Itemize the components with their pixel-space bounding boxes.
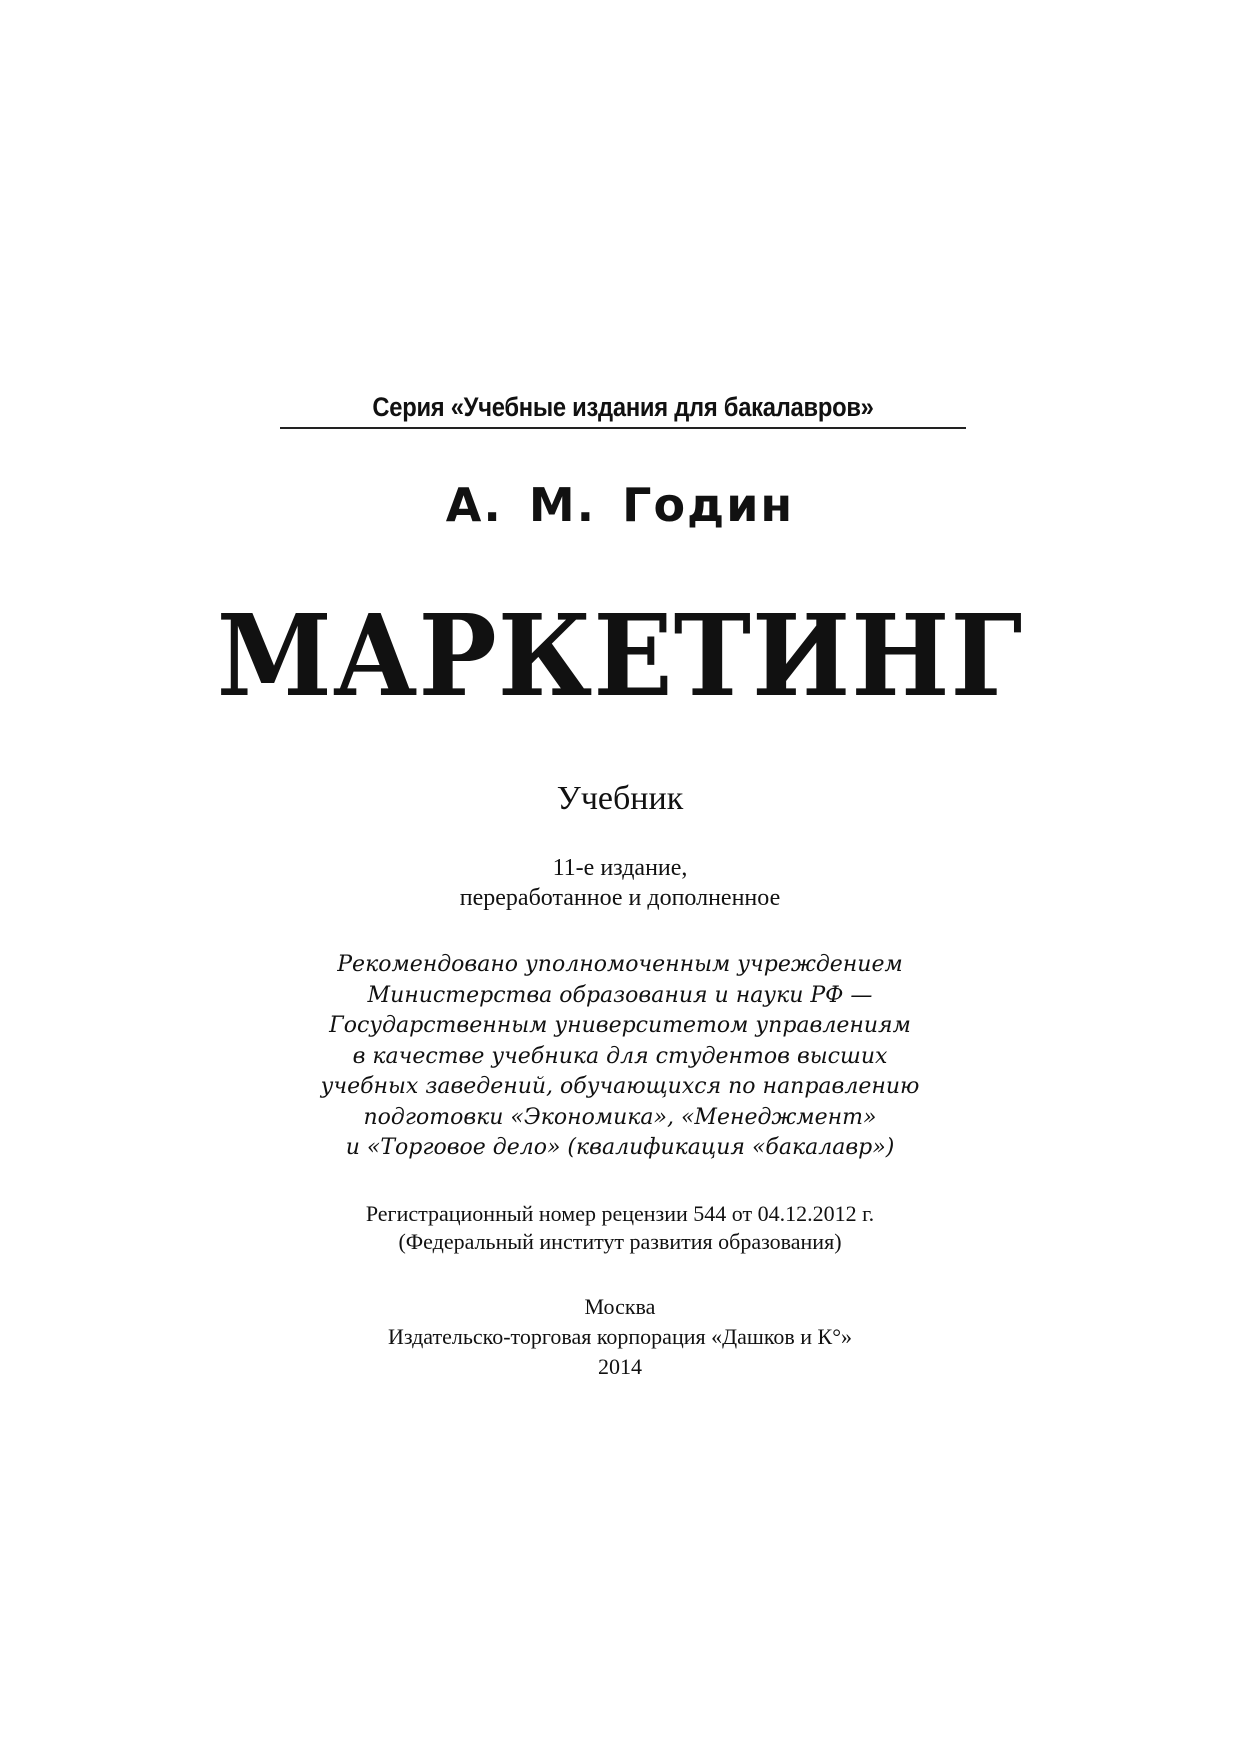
approval-line: Государственным университетом управлениям	[329, 1013, 911, 1038]
approval-statement	[0, 950, 1240, 1164]
edition-line: переработанное и дополненное	[459, 885, 781, 911]
edition-line: 11-е издание,	[552, 855, 688, 881]
author-name: А. М. Годин	[445, 478, 795, 532]
book-title: МАРКЕТИНГ	[216, 589, 1024, 723]
imprint-publisher: Издательско-торговая корпорация «Дашков и К°»	[387, 1324, 853, 1349]
imprint	[0, 1292, 1240, 1382]
registration-line: Регистрационный номер рецензии 544 от 04.12.2012 г.	[365, 1201, 875, 1226]
imprint-year: 2014	[598, 1354, 642, 1379]
approval-line: Министерства образования и науки РФ —	[367, 982, 873, 1008]
registration-info	[0, 1200, 1240, 1256]
approval-line: в качестве учебника для студентов высших	[352, 1043, 888, 1069]
approval-line: и «Торговое дело» (квалификация «бакалавр»)	[345, 1135, 895, 1160]
approval-line: подготовки «Экономика», «Менеджмент»	[363, 1104, 877, 1130]
book-subtitle: Учебник	[556, 780, 684, 817]
series-name: Серия «Учебные издания для бакалавров»	[372, 392, 874, 422]
series-divider	[280, 427, 966, 429]
registration-line: (Федеральный институт развития образования)	[398, 1229, 842, 1254]
approval-line: Рекомендовано уполномоченным учреждением	[337, 952, 903, 977]
approval-line: учебных заведений, обучающихся по направлению	[320, 1074, 920, 1099]
imprint-city: Москва	[584, 1294, 656, 1319]
edition-info	[0, 853, 1240, 913]
